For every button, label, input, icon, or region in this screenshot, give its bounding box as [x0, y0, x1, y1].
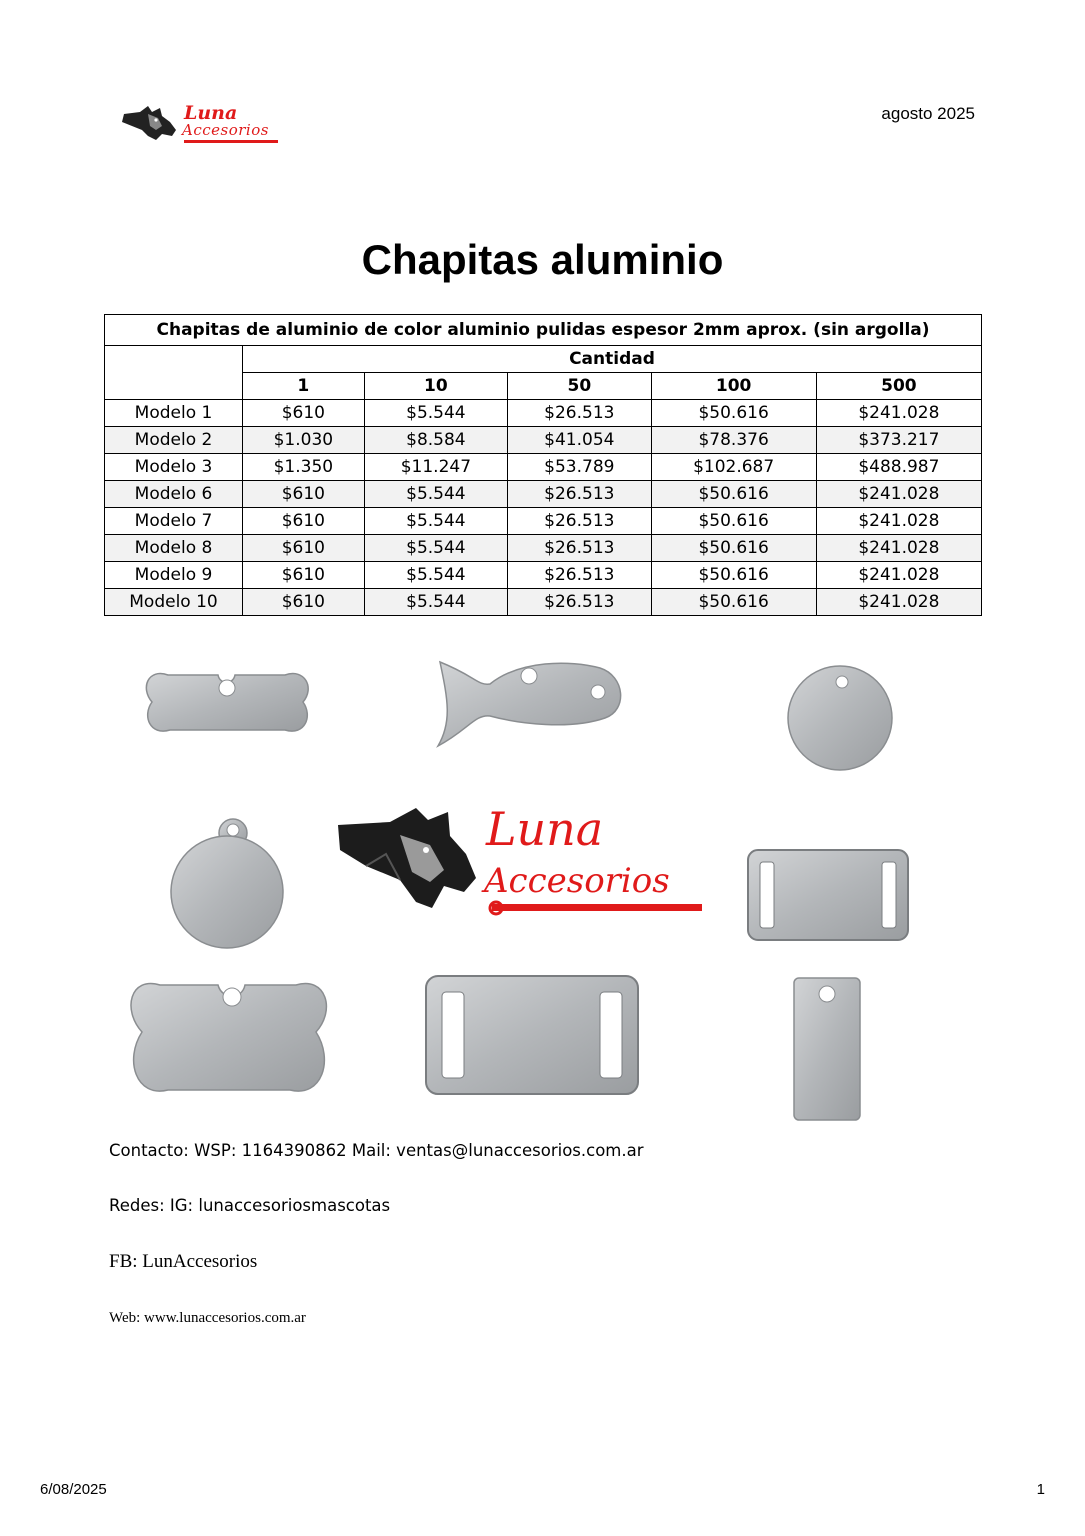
price-cell: $50.616	[651, 535, 816, 562]
table-caption: Chapitas de aluminio de color aluminio pulidas espesor 2mm aprox. (sin argolla)	[105, 315, 982, 346]
column-header: 100	[651, 373, 816, 400]
price-cell: $241.028	[816, 400, 981, 427]
price-cell: $11.247	[364, 454, 507, 481]
column-header: 1	[243, 373, 365, 400]
table-row	[105, 427, 982, 454]
price-cell: $5.544	[364, 535, 507, 562]
price-cell: $26.513	[508, 481, 651, 508]
table-corner-cell	[105, 346, 243, 400]
price-cell: $50.616	[651, 562, 816, 589]
page-title: Chapitas aluminio	[361, 236, 724, 283]
model-cell: Modelo 8	[105, 535, 243, 562]
price-cell: $5.544	[364, 508, 507, 535]
price-cell: $41.054	[508, 427, 651, 454]
price-cell: $610	[243, 562, 365, 589]
price-cell: $1.350	[243, 454, 365, 481]
gallery-logo-leash	[492, 904, 702, 911]
price-cell: $1.030	[243, 427, 365, 454]
header-logo-leash	[184, 140, 278, 143]
collar-slide-small	[748, 850, 908, 940]
model-cell: Modelo 7	[105, 508, 243, 535]
column-header: 500	[816, 373, 981, 400]
table-row	[105, 400, 982, 427]
model-cell: Modelo 9	[105, 562, 243, 589]
price-cell: $50.616	[651, 589, 816, 616]
price-cell: $5.544	[364, 562, 507, 589]
page-number: 1	[1036, 1481, 1045, 1498]
fish-tag	[438, 662, 621, 746]
price-cell: $26.513	[508, 508, 651, 535]
model-cell: Modelo 2	[105, 427, 243, 454]
table-row	[105, 589, 982, 616]
column-header: 10	[364, 373, 507, 400]
price-cell: $8.584	[364, 427, 507, 454]
web-line: Web: www.lunaccesorios.com.ar	[109, 1310, 306, 1326]
price-cell: $373.217	[816, 427, 981, 454]
price-cell: $53.789	[508, 454, 651, 481]
contact-line: Contacto: WSP: 1164390862 Mail: ventas@lunaccesorios.com.ar	[109, 1141, 644, 1160]
price-cell: $610	[243, 535, 365, 562]
gallery-brand-logo	[338, 802, 702, 914]
price-cell: $26.513	[508, 535, 651, 562]
price-cell: $610	[243, 589, 365, 616]
round-tag-small	[788, 666, 892, 770]
bone-tag-large	[131, 984, 326, 1092]
price-cell: $50.616	[651, 508, 816, 535]
bone-tag-small	[146, 674, 308, 732]
price-cell: $5.544	[364, 589, 507, 616]
social-fb-line: FB: LunAccesorios	[109, 1251, 258, 1272]
price-cell: $241.028	[816, 535, 981, 562]
header-logo-line1: Luna	[184, 102, 238, 124]
table-row	[105, 481, 982, 508]
price-cell: $5.544	[364, 400, 507, 427]
price-cell: $50.616	[651, 400, 816, 427]
rectangle-tag	[794, 978, 860, 1120]
gallery-logo-line1: Luna	[486, 802, 604, 856]
table-row	[105, 508, 982, 535]
header-logo	[118, 100, 288, 150]
footer-date: 6/08/2025	[40, 1481, 107, 1498]
gallery-logo-line2: Accesorios	[484, 861, 670, 901]
price-table	[104, 314, 982, 616]
price-cell: $26.513	[508, 589, 651, 616]
model-cell: Modelo 3	[105, 454, 243, 481]
price-cell: $5.544	[364, 481, 507, 508]
product-gallery	[100, 640, 980, 1140]
price-cell: $241.028	[816, 589, 981, 616]
dog-logo-icon	[118, 100, 184, 146]
price-cell: $610	[243, 508, 365, 535]
price-cell: $241.028	[816, 562, 981, 589]
collar-slide-large	[426, 976, 638, 1094]
price-cell: $26.513	[508, 400, 651, 427]
price-cell: $610	[243, 400, 365, 427]
dog-logo-large-icon	[338, 808, 476, 908]
model-cell: Modelo 1	[105, 400, 243, 427]
round-tag-loop	[171, 819, 283, 948]
table-row	[105, 535, 982, 562]
price-cell: $610	[243, 481, 365, 508]
table-group-header: Cantidad	[243, 346, 982, 373]
social-ig-line: Redes: IG: lunaccesoriosmascotas	[109, 1196, 391, 1215]
price-cell: $488.987	[816, 454, 981, 481]
price-cell: $241.028	[816, 481, 981, 508]
table-row	[105, 562, 982, 589]
price-cell: $26.513	[508, 562, 651, 589]
price-cell: $102.687	[651, 454, 816, 481]
model-cell: Modelo 10	[105, 589, 243, 616]
document-date: agosto 2025	[881, 104, 975, 123]
price-cell: $78.376	[651, 427, 816, 454]
header-logo-line2: Accesorios	[182, 121, 269, 139]
price-cell: $241.028	[816, 508, 981, 535]
column-header: 50	[508, 373, 651, 400]
table-row	[105, 454, 982, 481]
model-cell: Modelo 6	[105, 481, 243, 508]
price-cell: $50.616	[651, 481, 816, 508]
